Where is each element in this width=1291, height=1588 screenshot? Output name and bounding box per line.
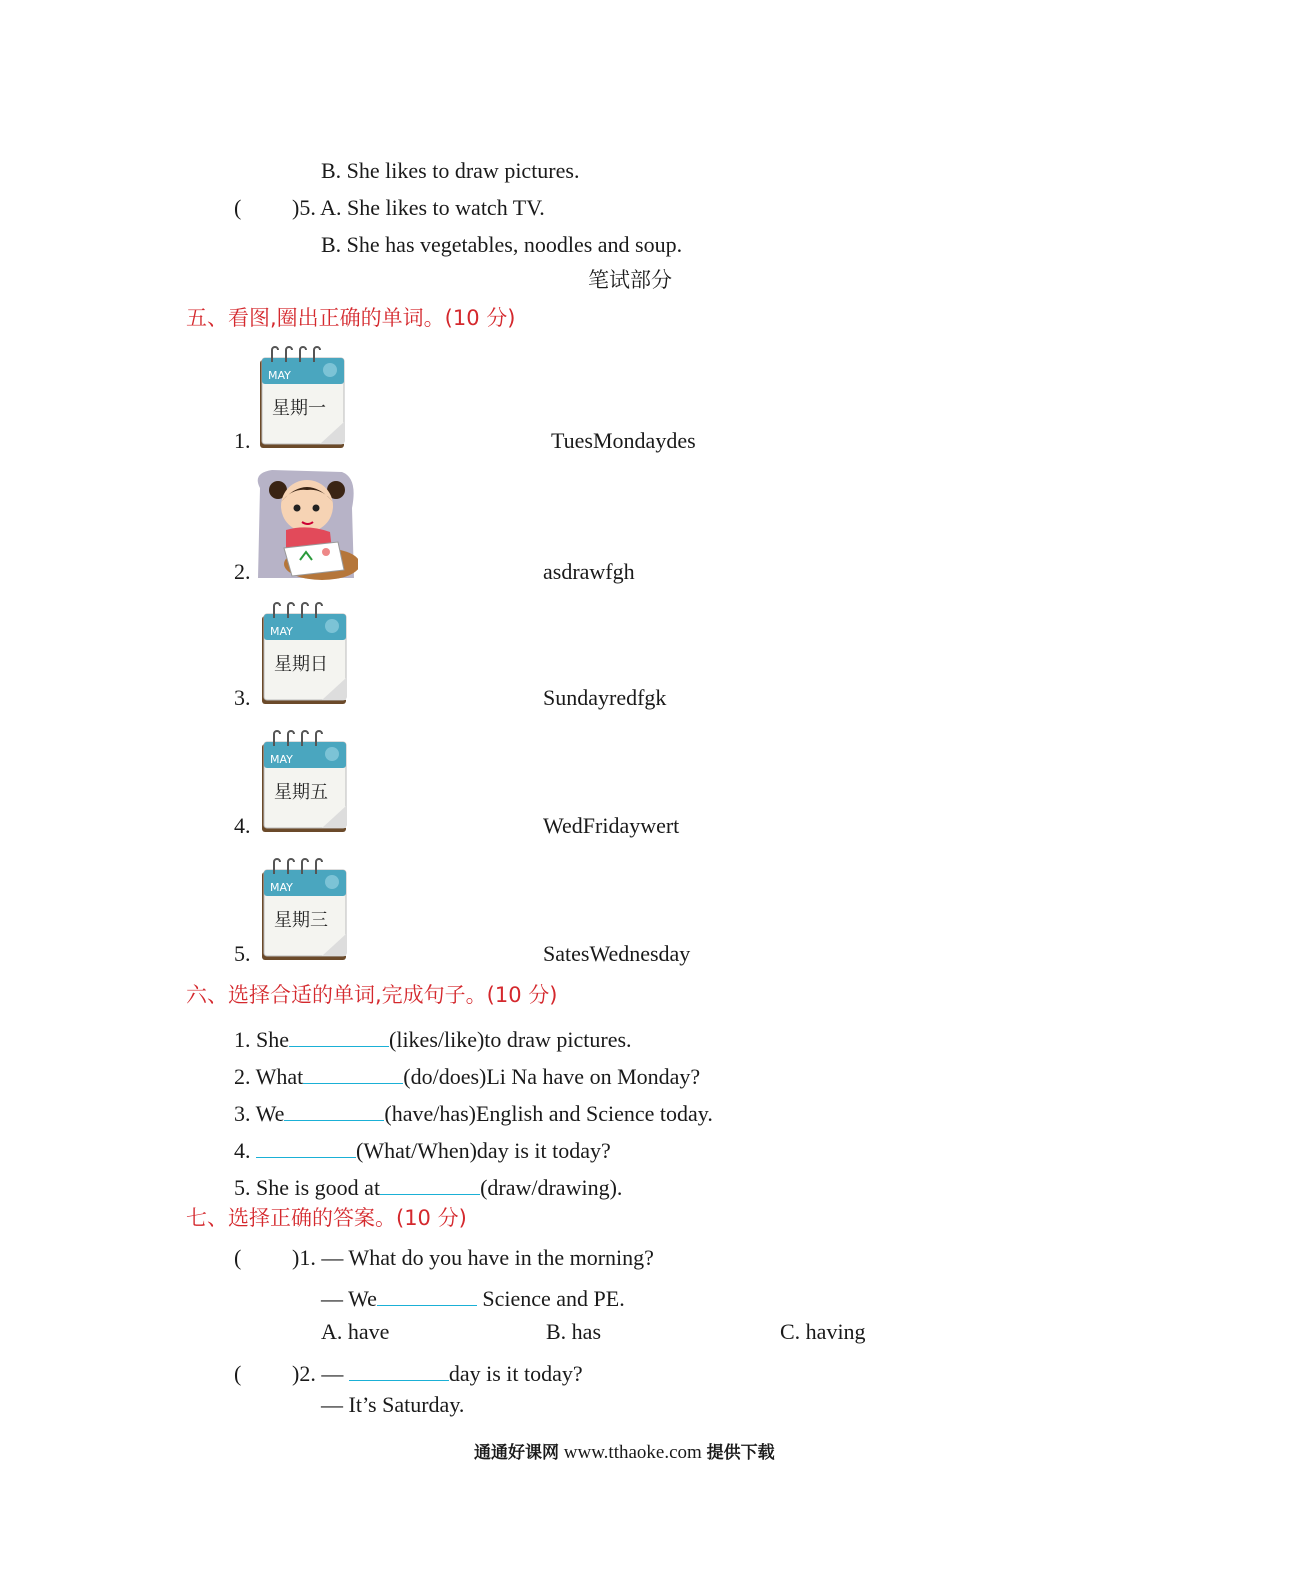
q5-option-b: B. She has vegetables, noodles and soup.: [321, 232, 683, 257]
s7-q1-question: [234, 1247, 654, 1269]
answer-blank[interactable]: [256, 1135, 356, 1158]
q5-line: [234, 197, 545, 219]
footer: [474, 1443, 775, 1462]
s6-text-after: (What/When)day is it today?: [356, 1138, 611, 1163]
s6-sentence: [234, 1098, 713, 1125]
s5-letter-string[interactable]: TuesMondaydes: [551, 428, 696, 453]
section5-heading: 五、看图,圈出正确的单词。(10 分): [186, 306, 516, 330]
s7-q2-question: [234, 1358, 583, 1385]
calendar-monday-icon: [250, 342, 354, 452]
s6-sentence: [234, 1135, 611, 1162]
answer-blank[interactable]: [289, 1024, 389, 1047]
q4-option-b: B. She likes to draw pictures.: [321, 158, 580, 183]
section6-heading: 六、选择合适的单词,完成句子。(10 分): [186, 983, 558, 1007]
s7-q1-option-b[interactable]: B. has: [546, 1319, 601, 1344]
girl-drawing-icon: [252, 468, 358, 580]
svg-text:星期五: 星期五: [274, 782, 328, 803]
s7-q2-text-after: day is it today?: [448, 1361, 583, 1386]
s5-item-number: 4.: [234, 813, 251, 838]
svg-text:MAY: MAY: [270, 625, 293, 638]
s7-q1-option-c[interactable]: C. having: [780, 1319, 866, 1344]
written-part-title: 笔试部分: [588, 268, 672, 292]
s7-q1-answer-after: Science and PE.: [476, 1286, 625, 1311]
footer-site-name: 通通好课网: [474, 1443, 559, 1463]
svg-text:MAY: MAY: [268, 369, 291, 382]
svg-text:MAY: MAY: [270, 881, 293, 894]
s6-text-before: 3. We: [234, 1101, 285, 1126]
s6-sentence: [234, 1061, 700, 1088]
answer-blank[interactable]: [349, 1358, 449, 1381]
answer-paren[interactable]: (: [234, 1361, 242, 1386]
calendar-friday-icon: [252, 726, 356, 836]
answer-blank[interactable]: [303, 1061, 403, 1084]
s6-text-before: 2. What: [234, 1064, 304, 1089]
s6-text-before: 1. She: [234, 1027, 289, 1052]
s7-q1-option-a[interactable]: A. have: [321, 1319, 390, 1344]
s5-item-number: 3.: [234, 685, 251, 710]
answer-blank[interactable]: [380, 1172, 480, 1195]
s7-q1-answer: [321, 1283, 625, 1310]
answer-blank[interactable]: [377, 1283, 477, 1306]
s6-text-after: (likes/like)to draw pictures.: [389, 1027, 632, 1052]
s5-letter-string[interactable]: WedFridaywert: [543, 813, 680, 838]
s6-sentence: [234, 1024, 632, 1051]
svg-text:星期三: 星期三: [274, 910, 328, 931]
svg-text:星期一: 星期一: [272, 398, 326, 419]
s6-text-after: (draw/drawing).: [480, 1175, 623, 1200]
s6-text-after: (do/does)Li Na have on Monday?: [403, 1064, 701, 1089]
s5-letter-string[interactable]: SatesWednesday: [543, 941, 691, 966]
s6-text-after: (have/has)English and Science today.: [384, 1101, 713, 1126]
s6-sentence: [234, 1172, 622, 1199]
svg-text:星期日: 星期日: [274, 654, 328, 675]
svg-text:MAY: MAY: [270, 753, 293, 766]
s7-q1-answer-before: — We: [321, 1286, 377, 1311]
s5-item-number: 5.: [234, 941, 251, 966]
answer-paren: (: [234, 195, 242, 220]
answer-paren[interactable]: (: [234, 1245, 242, 1270]
q5-text: )5. A. She likes to watch TV.: [292, 195, 545, 220]
section7-heading: 七、选择正确的答案。(10 分): [186, 1206, 467, 1230]
answer-blank[interactable]: [284, 1098, 384, 1121]
s7-q1-text: )1. — What do you have in the morning?: [292, 1245, 654, 1270]
s5-letter-string[interactable]: asdrawfgh: [543, 559, 635, 584]
s6-text-before: 5. She is good at: [234, 1175, 381, 1200]
s5-item-number: 2.: [234, 559, 251, 584]
calendar-wednesday-icon: [252, 854, 356, 964]
s7-q2-answer: — It’s Saturday.: [321, 1392, 465, 1417]
footer-download: 提供下载: [706, 1443, 775, 1463]
s7-q2-text-before: )2. —: [292, 1361, 349, 1386]
calendar-sunday-icon: [252, 598, 356, 708]
s5-letter-string[interactable]: Sundayredfgk: [543, 685, 667, 710]
footer-url[interactable]: www.tthaoke.com: [563, 1442, 702, 1463]
s6-text-before: 4.: [234, 1138, 256, 1163]
s5-item-number: 1.: [234, 428, 251, 453]
